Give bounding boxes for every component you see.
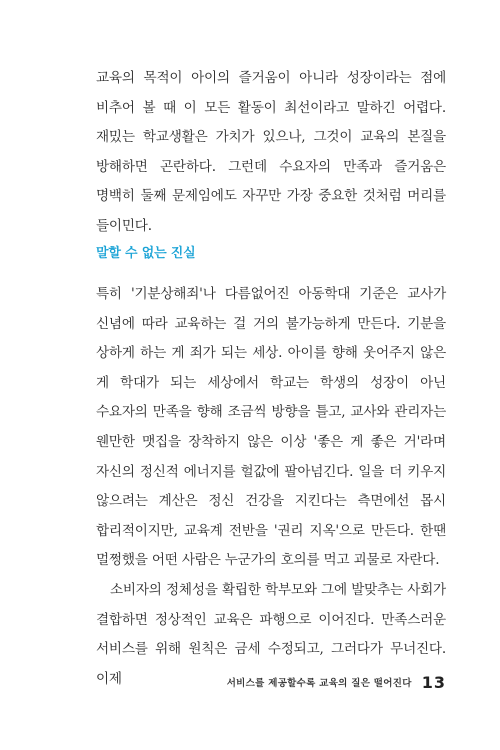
body-paragraph: 소비자의 정체성을 확립한 학부모와 그에 발맞추는 사회가 결합하면 정상적인 교육은 파행으로 이어진다. 만족스러운 서비스를 위해 원칙은 금세 수정되고, 그러다가 무너진다. 이제 — [96, 582, 446, 687]
page-footer — [96, 670, 446, 694]
body-paragraph: 특히 '기분상해죄'나 다름없어진 아동학대 기준은 교사가 신념에 따라 교육하는 걸 거의 불가능하게 만든다. 기분을 상하게 하는 게 죄가 되는 세상. 아이를 향해 웃어주지 않은 게 학대가 되는 세상에서 학교는 학생의 성장이 아닌 수요자의 만족을 향해 조금씩 방향을 틀고, 교사와 관리자는 웬만한 맷집을 장착하지 않은 이상 '좋은 게 좋은 거'라며 자신의 정신적 에너지를 헐값에 팔아넘긴다. 일을 더 키우지 않으려는 계산은 정신 건강을 지킨다는 측면에선 몹시 합리적이지만, 교육계 전반을 '권리 지옥'으로 만든다. 한땐 멀쩡했을 어떤 사람은 누군가의 호의를 먹고 괴물로 자란다. — [96, 286, 446, 569]
body-paragraph: 교육의 목적이 아이의 즐거움이 아니라 성장이라는 점에 비추어 볼 때 이 모든 활동이 최선이라고 말하긴 어렵다. 재밌는 학교생활은 가치가 있으나, 그것이 교육의 본질을 방해하면 곤란하다. 그런데 수요자의 만족과 즐거움은 명백히 둘째 문제임에도 자꾸만 가장 중요한 것처럼 머리를 들이민다. — [96, 70, 446, 234]
page-number: 13 — [421, 672, 446, 692]
section-heading: 말할 수 없는 진실 — [96, 246, 196, 261]
running-title: 서비스를 제공할수록 교육의 질은 떨어진다 — [226, 678, 412, 689]
